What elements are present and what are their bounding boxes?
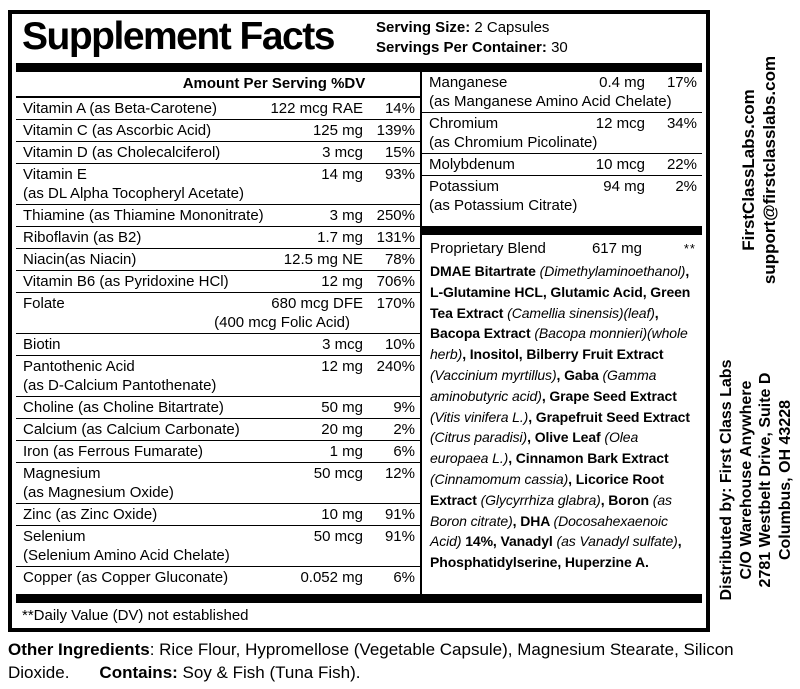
nutrient-amount: 12.5 mg NE (283, 251, 363, 268)
table-row (16, 504, 420, 526)
table-row (16, 271, 420, 293)
nutrient-name: Iron (as Ferrous Fumarate) (23, 443, 204, 460)
blend-latin-name: (Camellia sinensis)(leaf) (507, 304, 655, 321)
table-row (16, 334, 420, 356)
nutrient-name: Zinc (as Zinc Oxide) (23, 506, 158, 523)
blend-ingredient: , Olive Leaf (527, 429, 605, 446)
table-row (16, 419, 420, 441)
nutrient-dv: 9% (393, 399, 415, 416)
panel-header (12, 14, 706, 63)
nutrient-amount: 10 mcg (595, 156, 645, 173)
table-row (16, 441, 420, 463)
nutrient-name: Vitamin D (as Cholecalciferol) (23, 144, 221, 161)
table-row (16, 142, 420, 164)
nutrient-name: Vitamin B6 (as Pyridoxine HCl) (23, 273, 229, 290)
nutrient-dv: 131% (376, 229, 415, 246)
blend-ingredient: DMAE Bitartrate (430, 263, 540, 279)
blend-latin-name: (Vaccinium myrtillus) (430, 366, 557, 383)
nutrient-name: Manganese (429, 74, 508, 91)
servings-per-container-label: Servings Per Container: (376, 39, 547, 56)
nutrient-amount: 20 mg (321, 421, 363, 438)
nutrient-amount: 3 mg (329, 207, 363, 224)
nutrient-amount: 12 mg (321, 273, 363, 290)
blend-ingredient: , DHA (512, 512, 554, 529)
nutrient-name: Vitamin A (as Beta-Carotene) (23, 100, 217, 117)
nutrient-amount: 94 mg (603, 178, 645, 195)
blend-latin-name: (Vitis vinifera L.) (430, 408, 529, 425)
nutrient-subtext: (400 mcg Folic Acid) (214, 314, 350, 331)
nutrient-dv: 14% (384, 100, 415, 117)
blend-divider-bar (422, 226, 702, 235)
nutrient-dv: 93% (384, 166, 415, 183)
nutrient-dv: 6% (393, 443, 415, 460)
proprietary-blend-row (430, 238, 696, 261)
supplement-facts-panel (8, 10, 710, 632)
nutrient-dv: 240% (376, 358, 415, 375)
nutrient-name: Selenium (23, 528, 86, 545)
table-row (16, 249, 420, 271)
blend-ingredient: , Boron (600, 491, 653, 508)
table-row (16, 205, 420, 227)
serving-size-value: 2 Capsules (474, 19, 550, 36)
nutrient-subtext: (as Manganese Amino Acid Chelate) (429, 93, 672, 110)
distributor-vertical-text (717, 325, 795, 635)
blend-latin-name: (Docosahexaenoic Acid) (430, 512, 668, 550)
blend-ingredient: , L-Glutamine HCL, Glutamic Acid, Green Tea Extract (430, 263, 691, 321)
blend-ingredient: , Grapefruit Seed Extract (528, 408, 690, 425)
nutrient-amount: 0.052 mg (300, 569, 363, 586)
nutrient-dv: 17% (666, 74, 697, 91)
table-row (422, 72, 702, 113)
table-row (422, 113, 702, 154)
table-row (422, 176, 702, 216)
vertical-text-line: 2781 Westbelt Drive, Suite D (757, 372, 774, 588)
servings-per-container-line (376, 38, 568, 58)
table-row (16, 293, 420, 334)
daily-value-footnote: **Daily Value (DV) not established (22, 607, 249, 624)
proprietary-blend-section (422, 235, 702, 573)
nutrients-column-right (422, 72, 702, 594)
nutrient-amount: 3 mcg (322, 144, 363, 161)
nutrient-dv: 170% (376, 295, 415, 312)
blend-ingredient: , Gaba (556, 366, 603, 383)
table-row (422, 154, 702, 176)
nutrient-dv: 706% (376, 273, 415, 290)
nutrient-subtext: (as Magnesium Oxide) (23, 484, 174, 501)
nutrient-dv: 91% (384, 506, 415, 523)
nutrient-amount: 12 mg (321, 358, 363, 375)
serving-size-label: Serving Size: (376, 19, 471, 36)
blend-latin-name: (Citrus paradisi) (430, 429, 528, 446)
nutrient-dv: 10% (384, 336, 415, 353)
serving-info (376, 18, 568, 58)
blend-latin-name: (Dimethylaminoethanol) (539, 263, 686, 279)
nutrient-name: Calcium (as Calcium Carbonate) (23, 421, 240, 438)
other-ingredients-list: : Rice Flour, Hypromellose (Vegetable Capsule), Magnesium Stearate, Silicon Dioxide. (8, 640, 734, 682)
table-row (16, 98, 420, 120)
nutrient-amount: 12 mcg (595, 115, 645, 132)
nutrient-name: Niacin(as Niacin) (23, 251, 137, 268)
blend-dv: ** (683, 241, 696, 256)
nutrient-amount: 3 mcg (322, 336, 363, 353)
nutrient-amount: 50 mg (321, 399, 363, 416)
blend-ingredient: , Cinnamon Bark Extract (508, 450, 669, 467)
blend-amount: 617 mg (591, 240, 642, 257)
nutrient-amount: 125 mg (312, 122, 363, 139)
nutrient-dv: 91% (384, 528, 415, 545)
vertical-text-line: Distributed by: First Class Labs (718, 359, 735, 601)
nutrient-name: Molybdenum (429, 156, 515, 173)
other-ingredients-label: Other Ingredients (8, 640, 150, 659)
facts-columns (16, 72, 702, 594)
nutrient-dv: 78% (384, 251, 415, 268)
nutrient-name: Magnesium (23, 465, 101, 482)
nutrient-name: Vitamin E (23, 166, 87, 183)
blend-ingredients-text (430, 261, 696, 573)
nutrient-amount: 50 mcg (313, 465, 363, 482)
table-row (16, 567, 420, 588)
table-row (16, 164, 420, 205)
vertical-text-line: FirstClassLabs.com (739, 89, 758, 251)
table-row (16, 356, 420, 397)
nutrient-subtext: (as D-Calcium Pantothenate) (23, 377, 217, 394)
amount-per-serving-header: Amount Per Serving %DV (16, 72, 420, 98)
nutrient-dv: 12% (384, 465, 415, 482)
nutrient-name: Pantothenic Acid (23, 358, 135, 375)
blend-ingredient: , Grape Seed Extract (541, 387, 677, 404)
nutrient-amount: 1 mg (329, 443, 363, 460)
left-nutrient-rows (16, 98, 420, 588)
blend-ingredient: , Bacopa Extract (430, 304, 659, 342)
nutrient-dv: 6% (393, 569, 415, 586)
blend-latin-name: (Olea europaea L.) (430, 429, 639, 467)
vertical-text-line: Columbus, OH 43228 (776, 399, 794, 561)
contact-vertical-text (738, 50, 780, 290)
nutrient-dv: 250% (376, 207, 415, 224)
footer-divider-bar (16, 594, 702, 603)
nutrient-dv: 15% (384, 144, 415, 161)
nutrient-amount: 14 mg (321, 166, 363, 183)
contains-list: Soy & Fish (Tuna Fish). (177, 663, 361, 682)
nutrient-name: Chromium (429, 115, 499, 132)
nutrient-dv: 22% (666, 156, 697, 173)
nutrient-name: Vitamin C (as Ascorbic Acid) (23, 122, 212, 139)
other-ingredients-text (8, 638, 740, 684)
blend-latin-name: (Cinnamomum cassia) (430, 470, 569, 487)
nutrient-amount: 680 mcg DFE (271, 295, 363, 312)
nutrient-name: Folate (23, 295, 65, 312)
blend-ingredient: , Inositol, Bilberry Fruit Extract (462, 346, 664, 363)
nutrient-dv: 2% (393, 421, 415, 438)
panel-title: Supplement Facts (22, 15, 334, 58)
nutrient-name: Choline (as Choline Bitartrate) (23, 399, 224, 416)
right-nutrient-rows (422, 72, 702, 216)
contains-label: Contains: (99, 663, 178, 682)
table-row (16, 120, 420, 142)
table-row (16, 463, 420, 504)
blend-latin-name: (as Boron citrate) (430, 491, 672, 529)
blend-latin-name: (Glycyrrhiza glabra) (480, 491, 601, 508)
nutrient-name: Riboflavin (as B2) (23, 229, 142, 246)
nutrient-dv: 139% (376, 122, 415, 139)
vertical-text-line: support@firstclasslabs.com (760, 55, 779, 285)
blend-ingredient: , Licorice Root Extract (430, 470, 664, 508)
nutrient-subtext: (as Chromium Picolinate) (429, 134, 598, 151)
blend-latin-name: (Bacopa monnieri)(whole herb) (430, 325, 688, 363)
blend-latin-name: (as Vanadyl sulfate) (556, 533, 678, 550)
header-divider-bar (16, 63, 702, 72)
table-row (16, 227, 420, 249)
blend-latin-name: (Gamma aminobutyric acid) (430, 366, 657, 404)
nutrient-dv: 2% (675, 178, 697, 195)
nutrient-amount: 50 mcg (313, 528, 363, 545)
nutrient-subtext: (as Potassium Citrate) (429, 197, 578, 214)
nutrient-name: Copper (as Copper Gluconate) (23, 569, 229, 586)
vertical-text-line: C/O Warehouse Anywhere (737, 380, 755, 580)
nutrient-name: Thiamine (as Thiamine Mononitrate) (23, 207, 264, 224)
nutrient-name: Biotin (23, 336, 61, 353)
serving-size-line (376, 18, 568, 38)
nutrient-amount: 122 mcg RAE (270, 100, 363, 117)
nutrients-column-left (16, 72, 422, 594)
nutrient-amount: 10 mg (321, 506, 363, 523)
nutrient-name: Potassium (429, 178, 500, 195)
blend-ingredient: , Phosphatidylserine, Huperzine A. (430, 533, 682, 571)
nutrient-subtext: (Selenium Amino Acid Chelate) (23, 547, 230, 564)
nutrient-amount: 1.7 mg (317, 229, 363, 246)
table-row (16, 397, 420, 419)
nutrient-amount: 0.4 mg (599, 74, 645, 91)
blend-name: Proprietary Blend (430, 240, 546, 257)
nutrient-subtext: (as DL Alpha Tocopheryl Acetate) (23, 185, 244, 202)
nutrient-dv: 34% (666, 115, 697, 132)
servings-per-container-value: 30 (551, 39, 568, 56)
blend-ingredient: 14%, Vanadyl (461, 533, 557, 550)
table-row (16, 526, 420, 567)
